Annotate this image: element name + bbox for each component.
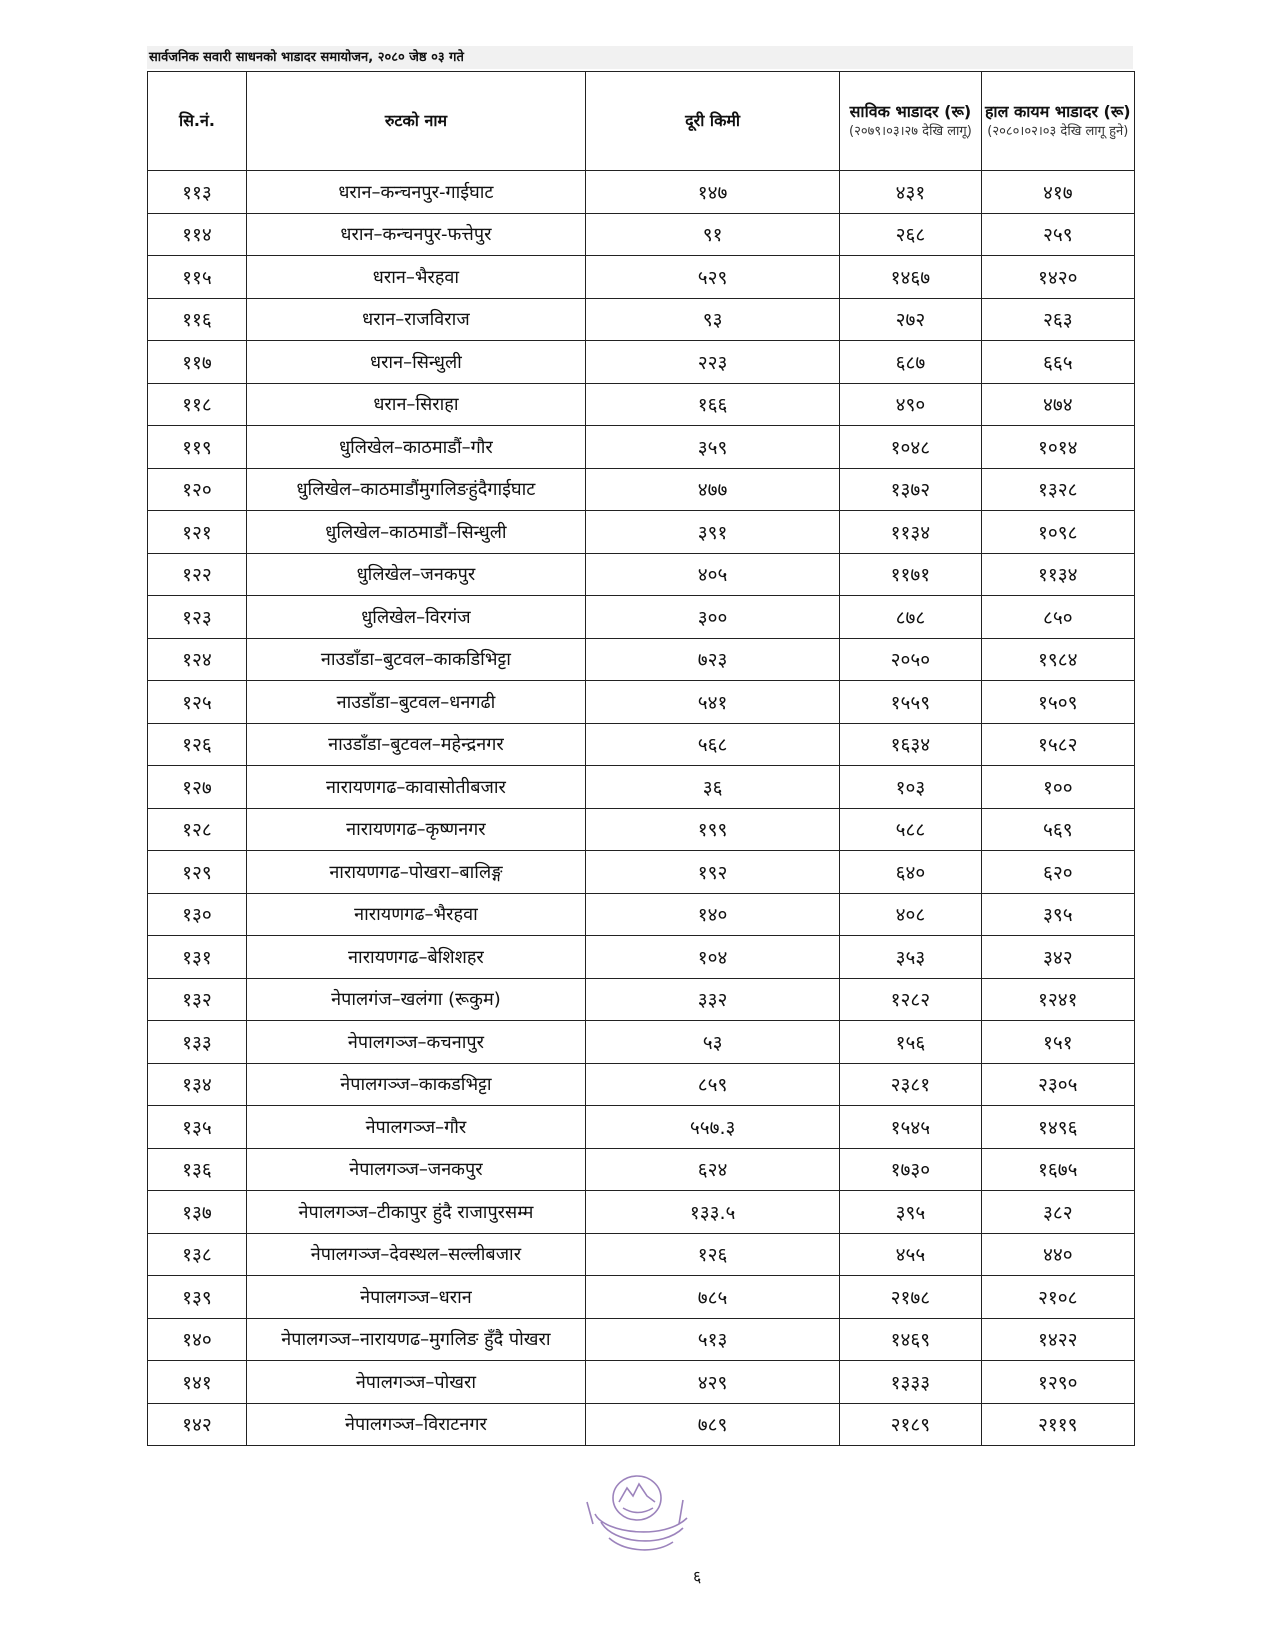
cell-old-fare: २३८१ — [840, 1063, 981, 1106]
cell-sn: १२१ — [148, 511, 247, 554]
cell-old-fare: ६८७ — [840, 341, 981, 384]
table-row — [148, 341, 1135, 384]
cell-route: धरान–कन्चनपुर-फत्तेपुर — [246, 213, 585, 256]
cell-distance: २२३ — [585, 341, 839, 384]
cell-old-fare: ८७८ — [840, 596, 981, 639]
table-row — [148, 1063, 1135, 1106]
cell-sn: १२३ — [148, 596, 247, 639]
cell-distance: १२६ — [585, 1233, 839, 1276]
cell-old-fare: १७३० — [840, 1148, 981, 1191]
cell-old-fare: ११७१ — [840, 553, 981, 596]
government-seal-icon — [575, 1462, 705, 1562]
column-header-new-fare — [981, 72, 1134, 171]
table-header-row — [148, 72, 1135, 171]
cell-new-fare: ११३४ — [981, 553, 1134, 596]
cell-old-fare: ४५५ — [840, 1233, 981, 1276]
cell-old-fare: ६४० — [840, 851, 981, 894]
cell-distance: ६२४ — [585, 1148, 839, 1191]
table-row — [148, 383, 1135, 426]
cell-new-fare: ३८२ — [981, 1191, 1134, 1234]
cell-route: धुलिखेल–जनकपुर — [246, 553, 585, 596]
cell-route: धुलिखेल–काठमाडौं–सिन्धुली — [246, 511, 585, 554]
cell-route: नेपालगञ्ज–पोखरा — [246, 1361, 585, 1404]
cell-sn: ११९ — [148, 426, 247, 469]
table-row — [148, 171, 1135, 214]
cell-old-fare: १५४५ — [840, 1106, 981, 1149]
cell-new-fare: १५८२ — [981, 723, 1134, 766]
cell-new-fare: १०० — [981, 766, 1134, 809]
cell-route: धुलिखेल–काठमाडौं–गौर — [246, 426, 585, 469]
table-row — [148, 936, 1135, 979]
cell-distance: ५४१ — [585, 681, 839, 724]
table-row — [148, 1106, 1135, 1149]
cell-route: नेपालगञ्ज–गौर — [246, 1106, 585, 1149]
old-fare-note: (२०७९।०३।२७ देखि लागू) — [849, 124, 972, 139]
cell-new-fare: ४१७ — [981, 171, 1134, 214]
cell-old-fare: ४०८ — [840, 893, 981, 936]
cell-distance: ३३२ — [585, 978, 839, 1021]
cell-distance: ४०५ — [585, 553, 839, 596]
cell-new-fare: २३०५ — [981, 1063, 1134, 1106]
page-number: ६ — [693, 1567, 702, 1586]
cell-route: नेपालगञ्ज–देवस्थल–सल्लीबजार — [246, 1233, 585, 1276]
cell-distance: ८५९ — [585, 1063, 839, 1106]
column-header-old-fare — [840, 72, 981, 171]
cell-route: नारायणगढ–कावासोतीबजार — [246, 766, 585, 809]
table-row — [148, 298, 1135, 341]
fare-table — [147, 71, 1135, 1446]
cell-old-fare: ३५३ — [840, 936, 981, 979]
cell-new-fare: ६६५ — [981, 341, 1134, 384]
cell-old-fare: १६३४ — [840, 723, 981, 766]
cell-sn: १३० — [148, 893, 247, 936]
table-row — [148, 596, 1135, 639]
cell-distance: ५२९ — [585, 256, 839, 299]
table-row — [148, 808, 1135, 851]
cell-new-fare: १४९६ — [981, 1106, 1134, 1149]
cell-new-fare: १०१४ — [981, 426, 1134, 469]
cell-sn: १४१ — [148, 1361, 247, 1404]
cell-sn: ११४ — [148, 213, 247, 256]
document-header: सार्वजनिक सवारी साधनको भाडादर समायोजन, २०८० जेष्ठ ०३ गते — [147, 46, 1133, 69]
cell-new-fare: ३४२ — [981, 936, 1134, 979]
cell-new-fare: ३९५ — [981, 893, 1134, 936]
cell-old-fare: १०३ — [840, 766, 981, 809]
cell-distance: ४२९ — [585, 1361, 839, 1404]
cell-sn: १२९ — [148, 851, 247, 894]
cell-distance: ३९१ — [585, 511, 839, 554]
cell-new-fare: १९८४ — [981, 638, 1134, 681]
table-row — [148, 1233, 1135, 1276]
cell-old-fare: ४३१ — [840, 171, 981, 214]
cell-route: नेपालगञ्ज–नारायणढ–मुगलिङ हुँदै पोखरा — [246, 1318, 585, 1361]
cell-route: नाउडाँडा–बुटवल–काकडिभिट्टा — [246, 638, 585, 681]
table-row — [148, 766, 1135, 809]
cell-old-fare: ३९५ — [840, 1191, 981, 1234]
cell-route: नाउडाँडा–बुटवल–महेन्द्रनगर — [246, 723, 585, 766]
table-row — [148, 1276, 1135, 1319]
cell-route: नेपालगञ्ज–टीकापुर हुंदै राजापुरसम्म — [246, 1191, 585, 1234]
table-row — [148, 256, 1135, 299]
cell-route: नेपालगंज–खलंगा (रूकुम) — [246, 978, 585, 1021]
cell-sn: १२० — [148, 468, 247, 511]
cell-old-fare: १५६ — [840, 1021, 981, 1064]
cell-distance: ३५९ — [585, 426, 839, 469]
cell-old-fare: ४९० — [840, 383, 981, 426]
cell-new-fare: २५९ — [981, 213, 1134, 256]
cell-distance: ९३ — [585, 298, 839, 341]
cell-distance: १३३.५ — [585, 1191, 839, 1234]
cell-old-fare: १४६९ — [840, 1318, 981, 1361]
cell-route: नारायणगढ–बेशिशहर — [246, 936, 585, 979]
table-row — [148, 553, 1135, 596]
cell-distance: ४७७ — [585, 468, 839, 511]
cell-distance: ७२३ — [585, 638, 839, 681]
cell-sn: १२६ — [148, 723, 247, 766]
cell-new-fare: ८५० — [981, 596, 1134, 639]
table-row — [148, 1148, 1135, 1191]
cell-sn: १३७ — [148, 1191, 247, 1234]
table-row — [148, 851, 1135, 894]
cell-sn: १२७ — [148, 766, 247, 809]
cell-distance: ५५७.३ — [585, 1106, 839, 1149]
cell-distance: ५१३ — [585, 1318, 839, 1361]
cell-route: धरान–कन्चनपुर-गाईघाट — [246, 171, 585, 214]
table-row — [148, 681, 1135, 724]
cell-new-fare: १३२८ — [981, 468, 1134, 511]
cell-sn: १२२ — [148, 553, 247, 596]
cell-old-fare: २१७८ — [840, 1276, 981, 1319]
cell-sn: १३१ — [148, 936, 247, 979]
cell-sn: १३९ — [148, 1276, 247, 1319]
cell-sn: ११६ — [148, 298, 247, 341]
cell-sn: १४२ — [148, 1403, 247, 1446]
table-row — [148, 511, 1135, 554]
cell-new-fare: १६७५ — [981, 1148, 1134, 1191]
cell-route: धुलिखेल–काठमाडौंमुगलिङहुंदैगाईघाट — [246, 468, 585, 511]
table-row — [148, 213, 1135, 256]
cell-distance: ७८९ — [585, 1403, 839, 1446]
table-row — [148, 468, 1135, 511]
table-row — [148, 426, 1135, 469]
cell-distance: १६६ — [585, 383, 839, 426]
cell-route: धरान–सिन्धुली — [246, 341, 585, 384]
cell-route: नेपालगञ्ज–विराटनगर — [246, 1403, 585, 1446]
cell-distance: ९१ — [585, 213, 839, 256]
cell-sn: १३८ — [148, 1233, 247, 1276]
cell-new-fare: १२९० — [981, 1361, 1134, 1404]
cell-sn: १३२ — [148, 978, 247, 1021]
cell-old-fare: १३३३ — [840, 1361, 981, 1404]
cell-old-fare: २६८ — [840, 213, 981, 256]
cell-new-fare: १२४१ — [981, 978, 1134, 1021]
table-row — [148, 1403, 1135, 1446]
cell-old-fare: १०४८ — [840, 426, 981, 469]
cell-distance: ५६८ — [585, 723, 839, 766]
cell-distance: ५३ — [585, 1021, 839, 1064]
cell-sn: ११७ — [148, 341, 247, 384]
cell-route: नारायणगढ–पोखरा–बालिङ्ग — [246, 851, 585, 894]
cell-new-fare: १५०९ — [981, 681, 1134, 724]
cell-new-fare: १५१ — [981, 1021, 1134, 1064]
table-row — [148, 638, 1135, 681]
cell-sn: ११५ — [148, 256, 247, 299]
cell-distance: १४० — [585, 893, 839, 936]
cell-old-fare: १२८२ — [840, 978, 981, 1021]
cell-sn: १३५ — [148, 1106, 247, 1149]
cell-distance: १९९ — [585, 808, 839, 851]
cell-new-fare: २६३ — [981, 298, 1134, 341]
cell-old-fare: १५५९ — [840, 681, 981, 724]
cell-route: धरान–सिराहा — [246, 383, 585, 426]
cell-old-fare: ११३४ — [840, 511, 981, 554]
cell-new-fare: १४२० — [981, 256, 1134, 299]
cell-route: नाउडाँडा–बुटवल–धनगढी — [246, 681, 585, 724]
cell-sn: १३४ — [148, 1063, 247, 1106]
cell-route: धरान–भैरहवा — [246, 256, 585, 299]
column-header-distance: दूरी किमी — [585, 72, 839, 171]
cell-distance: १९२ — [585, 851, 839, 894]
table-row — [148, 723, 1135, 766]
cell-route: नेपालगञ्ज–धरान — [246, 1276, 585, 1319]
table-row — [148, 978, 1135, 1021]
column-header-route: रुटको नाम — [246, 72, 585, 171]
cell-route: नेपालगञ्ज–काकडभिट्टा — [246, 1063, 585, 1106]
cell-new-fare: १०९८ — [981, 511, 1134, 554]
cell-distance: ७८५ — [585, 1276, 839, 1319]
cell-old-fare: २०५० — [840, 638, 981, 681]
table-row — [148, 1021, 1135, 1064]
cell-new-fare: १४२२ — [981, 1318, 1134, 1361]
cell-route: धरान–राजविराज — [246, 298, 585, 341]
table-body — [148, 171, 1135, 1446]
table-row — [148, 893, 1135, 936]
cell-sn: १३३ — [148, 1021, 247, 1064]
cell-new-fare: ६२० — [981, 851, 1134, 894]
cell-distance: ३६ — [585, 766, 839, 809]
cell-old-fare: २१८९ — [840, 1403, 981, 1446]
cell-sn: ११८ — [148, 383, 247, 426]
cell-new-fare: ५६९ — [981, 808, 1134, 851]
cell-old-fare: १४६७ — [840, 256, 981, 299]
cell-old-fare: १३७२ — [840, 468, 981, 511]
cell-route: नेपालगञ्ज–कचनापुर — [246, 1021, 585, 1064]
cell-distance: १४७ — [585, 171, 839, 214]
cell-sn: १४० — [148, 1318, 247, 1361]
old-fare-label: साविक भाडादर (रू) — [849, 102, 972, 121]
cell-sn: १२५ — [148, 681, 247, 724]
table-row — [148, 1361, 1135, 1404]
cell-sn: १२४ — [148, 638, 247, 681]
column-header-sn: सि.नं. — [148, 72, 247, 171]
new-fare-note: (२०८०।०२।०३ देखि लागू हुने) — [987, 124, 1129, 139]
cell-route: नेपालगञ्ज–जनकपुर — [246, 1148, 585, 1191]
new-fare-label: हाल कायम भाडादर (रू) — [984, 102, 1131, 121]
cell-sn: ११३ — [148, 171, 247, 214]
cell-sn: १२८ — [148, 808, 247, 851]
cell-new-fare: ४४० — [981, 1233, 1134, 1276]
cell-new-fare: ४७४ — [981, 383, 1134, 426]
cell-route: धुलिखेल–विरगंज — [246, 596, 585, 639]
cell-distance: १०४ — [585, 936, 839, 979]
cell-new-fare: २१०८ — [981, 1276, 1134, 1319]
cell-route: नारायणगढ–कृष्णनगर — [246, 808, 585, 851]
cell-old-fare: ५८८ — [840, 808, 981, 851]
table-row — [148, 1191, 1135, 1234]
cell-old-fare: २७२ — [840, 298, 981, 341]
cell-new-fare: २११९ — [981, 1403, 1134, 1446]
cell-sn: १३६ — [148, 1148, 247, 1191]
table-row — [148, 1318, 1135, 1361]
cell-distance: ३०० — [585, 596, 839, 639]
cell-route: नारायणगढ–भैरहवा — [246, 893, 585, 936]
